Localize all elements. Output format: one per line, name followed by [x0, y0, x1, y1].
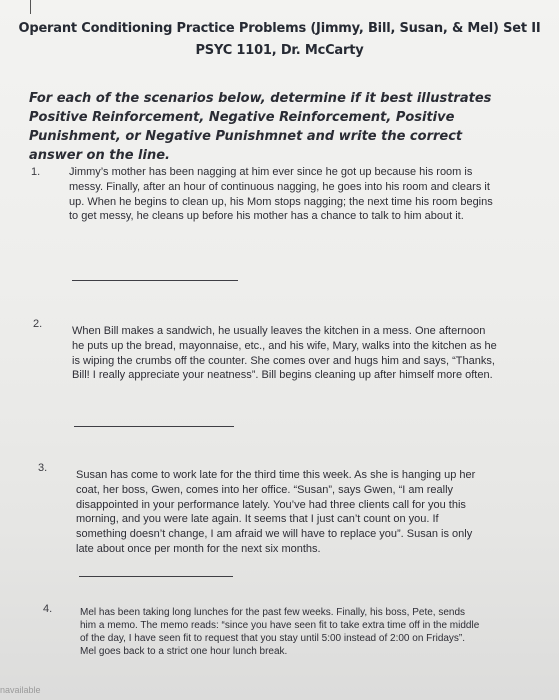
- course-subtitle: PSYC 1101, Dr. McCarty: [195, 43, 364, 58]
- problem-number: 1.: [31, 166, 41, 178]
- cut-off-footer-text: navailable: [0, 685, 41, 695]
- problem-number: 3.: [38, 462, 48, 474]
- worksheet-title: Operant Conditioning Practice Problems (Jimmy, Bill, Susan, & Mel) Set II: [18, 21, 541, 36]
- problem-text: When Bill makes a sandwich, he usually leaves the kitchen in a mess. One afternoon he puts up the bread, mayonnaise, etc., and his wife, Mary, walks into the kitchen as he is wiping the crumbs off the counter. She comes over and hugs him and says, “Thanks, Bill! I really appreciate your neatness”. Bill begins cleaning up after himself more often.: [72, 325, 497, 382]
- problem-text: Susan has come to work late for the third time this week. As she is hanging up her coat, her boss, Gwen, comes into her office. “Susan”, says Gwen, “I am really disappointed in your performance lately. You’ve had three clients call for you this morning, and you were late again. It seems that I just can’t count on you. If something doesn’t change, I am afraid we will have to replace you”. Susan is only late about once per month for the next six months.: [76, 469, 476, 555]
- instructions: For each of the scenarios below, determine if it best illustrates Positive Reinforcement, Negative Reinforcement, Positive Punishment, or Negative Punishmnet and write the correct answer on the line.: [29, 91, 492, 163]
- answer-line[interactable]: [72, 280, 238, 281]
- page-edge-mark: [30, 0, 31, 14]
- problem-text: Mel has been taking long lunches for the past few weeks. Finally, his boss, Pete, sends him a memo. The memo reads: “since you have seen fit to take extra time off in the middle of the day, I have seen fit to request that you stay until 5:00 instead of 2:00 on Fridays”. Mel goes back to a strict one hour lunch break.: [80, 607, 480, 657]
- problem-text: Jimmy’s mother has been nagging at him ever since he got up because his room is messy. Finally, after an hour of continuous nagging, he goes into his room and clears it up. When he begins to clean up, his Mom stops nagging; the next time his room begins to get messy, he cleans up before his mother has a chance to talk to him about it.: [69, 166, 493, 223]
- problem-number: 4.: [43, 603, 53, 615]
- problem-number: 2.: [33, 318, 43, 330]
- answer-line[interactable]: [79, 576, 233, 577]
- answer-line[interactable]: [74, 426, 234, 427]
